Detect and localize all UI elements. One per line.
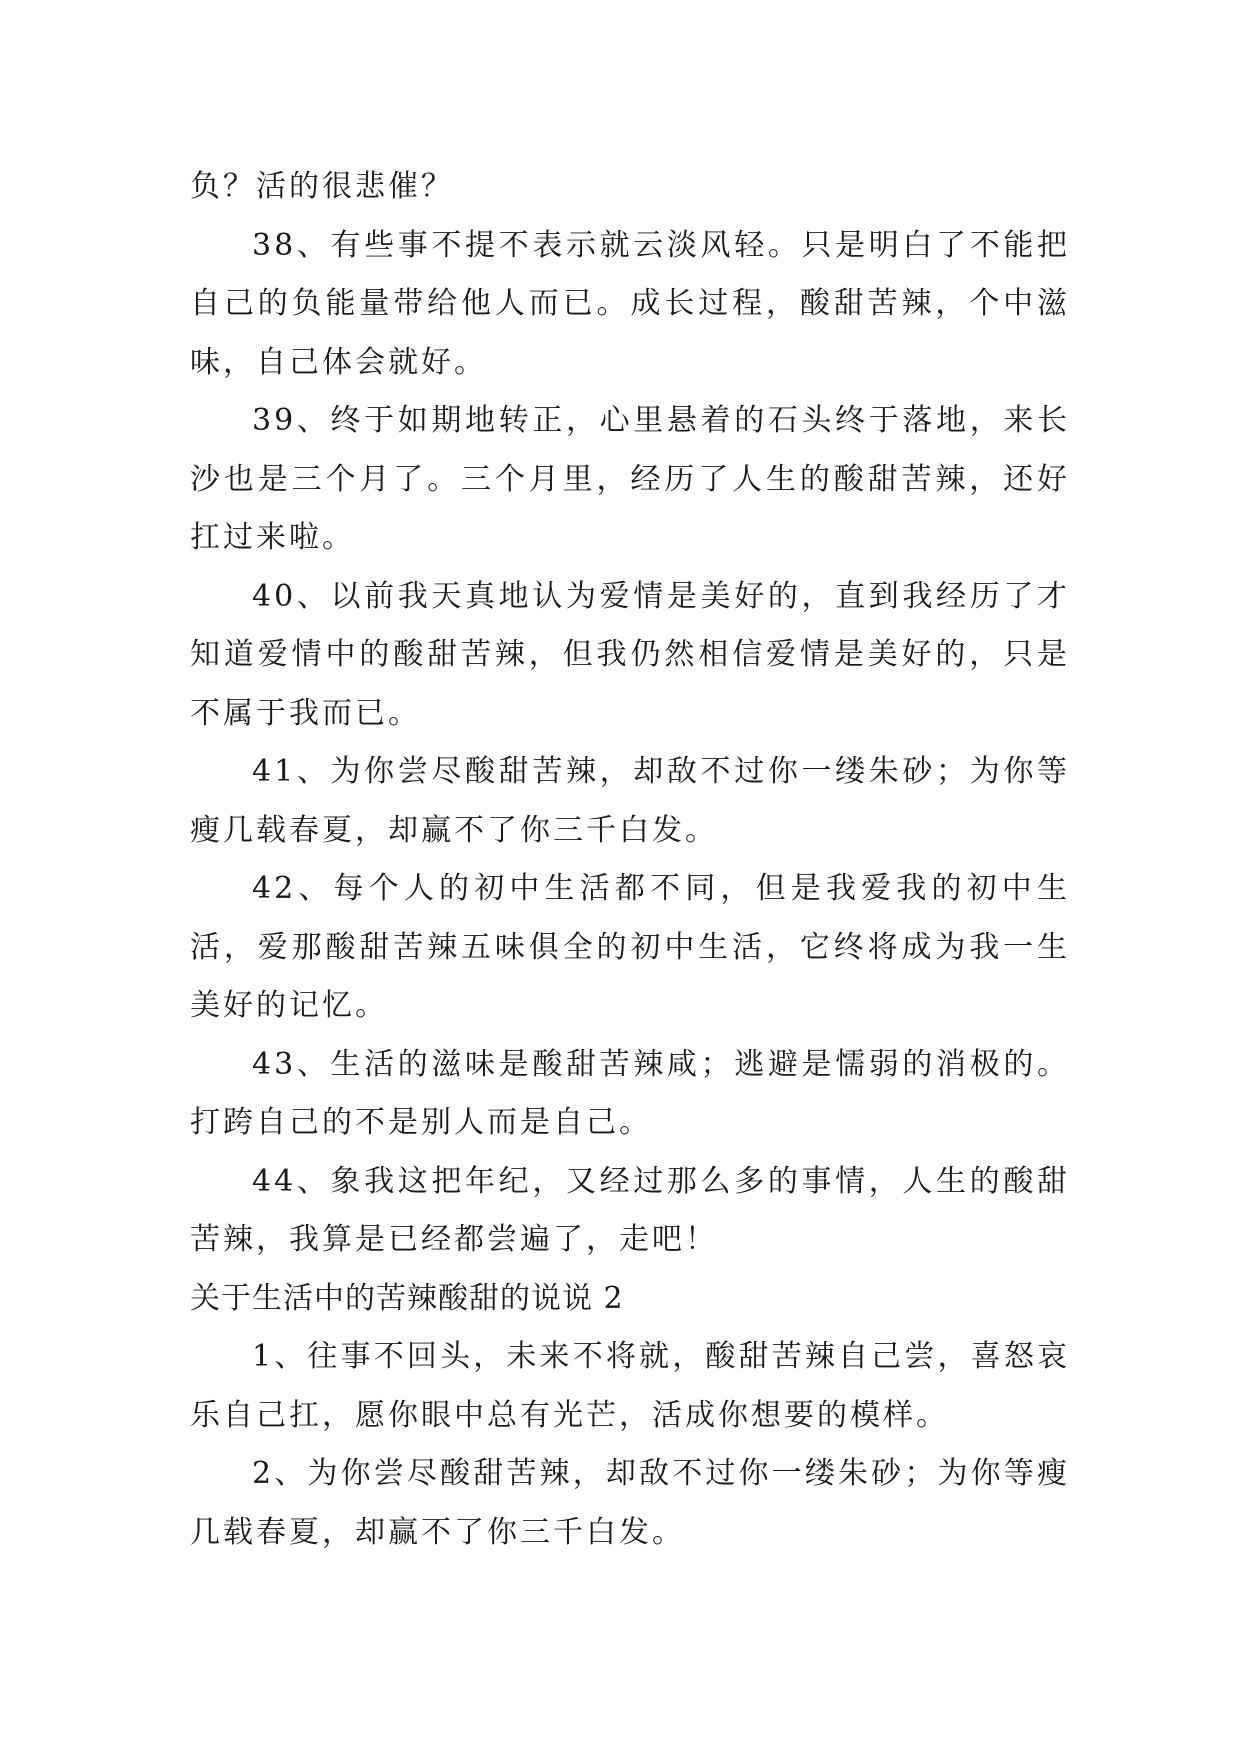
paragraph-39: 39、终于如期地转正，心里悬着的石头终于落地，来长沙也是三个月了。三个月里，经历了人生的酸甜苦辣，还好扛过来啦。 — [190, 403, 1070, 555]
paragraph-44: 44、象我这把年纪，又经过那么多的事情，人生的酸甜苦辣，我算是已经都尝遍了，走吧！ — [190, 1163, 1070, 1257]
section-heading: 关于生活中的苦辣酸甜的说说 2 — [190, 1280, 624, 1316]
document-body — [190, 158, 1070, 1562]
paragraph-42: 42、每个人的初中生活都不同，但是我爱我的初中生活，爱那酸甜苦辣五味俱全的初中生活，它终将成为我一生美好的记忆。 — [190, 871, 1070, 1023]
paragraph-38: 38、有些事不提不表示就云淡风轻。只是明白了不能把自己的负能量带给他人而已。成长过程，酸甜苦辣，个中滋味，自己体会就好。 — [190, 227, 1070, 380]
paragraph-continuation: 负？活的很悲催？ — [190, 169, 454, 204]
paragraph-41: 41、为你尝尽酸甜苦辣，却敌不过你一缕朱砂；为你等瘦几载春夏，却赢不了你三千白发。 — [190, 754, 1070, 848]
paragraph-1: 1、往事不回头，未来不将就，酸甜苦辣自己尝，喜怒哀乐自己扛，愿你眼中总有光芒，活成你想要的模样。 — [190, 1339, 1070, 1433]
paragraph-43: 43、生活的滋味是酸甜苦辣咸；逃避是懦弱的消极的。打跨自己的不是别人而是自己。 — [190, 1046, 1070, 1140]
paragraph-2: 2、为你尝尽酸甜苦辣，却敌不过你一缕朱砂；为你等瘦几载春夏，却赢不了你三千白发。 — [190, 1456, 1070, 1550]
paragraph-40: 40、以前我天真地认为爱情是美好的，直到我经历了才知道爱情中的酸甜苦辣，但我仍然相信爱情是美好的，只是不属于我而已。 — [190, 578, 1070, 731]
